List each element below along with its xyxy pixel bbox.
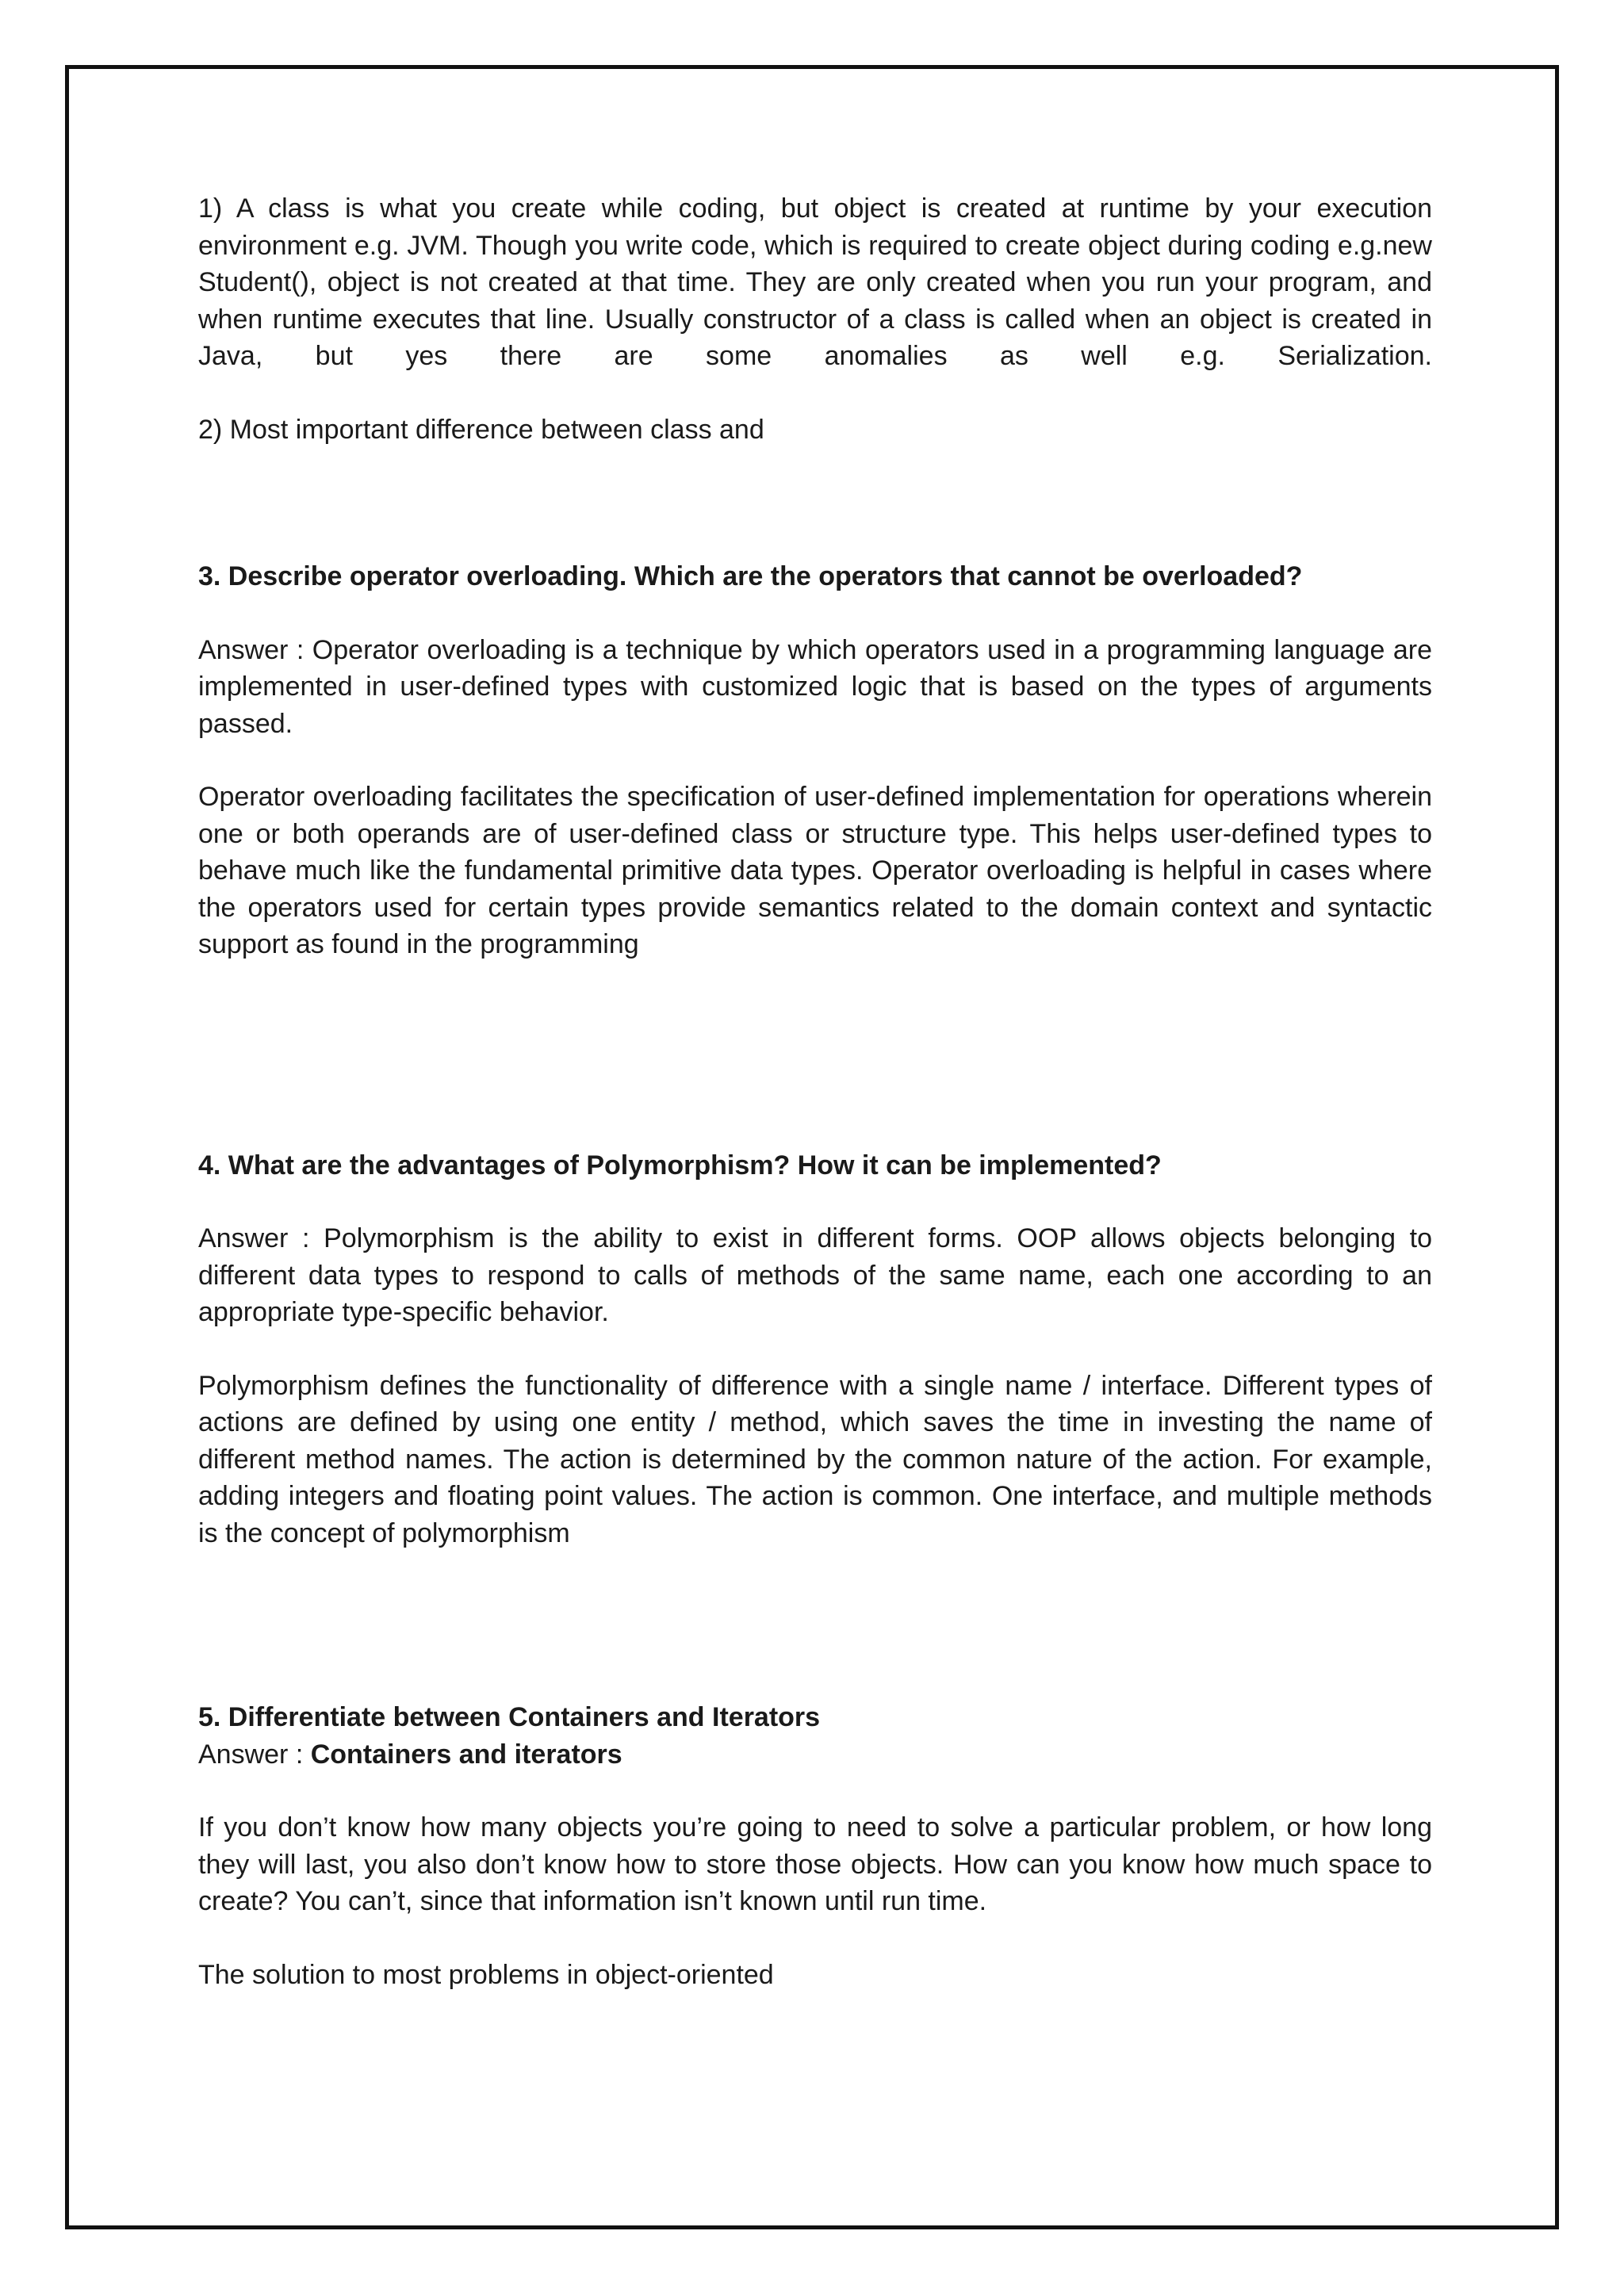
question-5-answer-1: If you don’t know how many objects you’re going to need to solve a particular problem, or how long they will last, you also don’t know how to store those objects. How can you know how much space to create? You can’t, since that information isn’t known until run time. xyxy=(198,1812,1432,1916)
question-3-answer-1: Answer : Operator overloading is a technique by which operators used in a programming language are implemented in user-defined types with customized logic that is based on the types of arguments passed. xyxy=(198,634,1432,739)
question-4-answer-1: Answer : Polymorphism is the ability to exist in different forms. OOP allows objects belonging to different data types to respond to calls of methods of the same name, each one according to an appropriate type-specific behavior. xyxy=(198,1223,1432,1327)
answer-label: Answer : xyxy=(198,1739,311,1770)
answer-title: Containers and iterators xyxy=(310,1739,622,1770)
document-body xyxy=(198,190,1432,1993)
question-5-heading: 5. Differentiate between Containers and Iterators xyxy=(198,1702,821,1732)
paragraph-class-vs-object-2: 2) Most important difference between class and xyxy=(198,414,764,445)
question-3-answer-2: Operator overloading facilitates the specification of user-defined implementation for operations wherein one or both operands are of user-defined class or structure type. This helps user-defined types to behave much like the fundamental primitive data types. Operator overloading is helpful in cases where the operators used for certain types provide semantics related to the domain context and syntactic support as found in the programming xyxy=(198,782,1432,959)
paragraph-class-vs-object-1: 1) A class is what you create while coding, but object is created at runtime by your execution environment e.g. JVM. Though you write code, which is required to create object during coding e.g.new Student(), object is not created at that time. They are only created when you run your program, and when runtime executes that line. Usually constructor of a class is called when an object is created in Java, but yes there are some anomalies as well e.g. Serialization. xyxy=(198,193,1432,371)
question-5-answer-line xyxy=(198,1736,1432,1774)
question-3-heading: 3. Describe operator overloading. Which are the operators that cannot be overloaded? xyxy=(198,561,1303,591)
question-5-answer-2: The solution to most problems in object-oriented xyxy=(198,1959,774,1990)
question-4-heading: 4. What are the advantages of Polymorphism? How it can be implemented? xyxy=(198,1150,1162,1181)
question-4-answer-2: Polymorphism defines the functionality of difference with a single name / interface. Different types of actions are defined by using one entity / method, which saves the time in investing the name of different method names. The action is determined by the common nature of the action. For example, adding integers and floating point values. The action is common. One interface, and multiple methods is the concept of polymorphism xyxy=(198,1370,1432,1548)
